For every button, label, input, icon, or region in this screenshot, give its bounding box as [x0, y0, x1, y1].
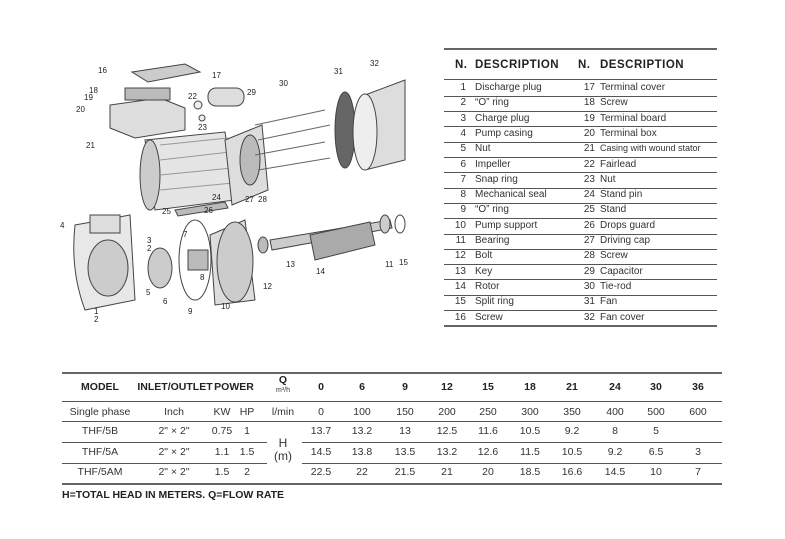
row-divider	[302, 442, 722, 443]
diagram-callout: 11	[385, 260, 394, 269]
diagram-callout: 19	[84, 93, 93, 102]
part-number: 5	[460, 143, 466, 155]
part-description: Bearing	[475, 235, 510, 246]
units-hp: HP	[239, 406, 255, 418]
part-number: 30	[583, 280, 595, 292]
header-flow: 18	[524, 381, 536, 393]
diagram-callout: 7	[183, 230, 188, 239]
head-value: 16.6	[561, 466, 583, 478]
part-description: Terminal cover	[600, 82, 666, 93]
part-number: 29	[583, 265, 595, 277]
diagram-callout: 9	[188, 307, 193, 316]
part-number: 21	[583, 143, 595, 155]
head-value: 18.5	[519, 466, 541, 478]
part-description: “O” ring	[475, 97, 509, 109]
part-number: 2	[460, 97, 466, 109]
diagram-callout: 12	[263, 282, 272, 291]
head-value: 20	[482, 466, 494, 478]
flow-lmin: 350	[563, 406, 581, 418]
header-flow: 0	[318, 381, 324, 393]
part-number: 16	[454, 311, 466, 323]
head-value: 14.5	[604, 466, 626, 478]
head-value: 10	[650, 466, 662, 478]
part-description: Pump support	[475, 219, 538, 231]
row-divider	[62, 401, 722, 402]
part-number: 12	[454, 250, 466, 262]
diagram-callout: 18	[89, 86, 98, 95]
part-description: Mechanical seal	[475, 189, 547, 201]
part-number: 14	[454, 280, 466, 292]
head-value: 13.2	[436, 445, 458, 458]
part-number: 4	[460, 127, 466, 139]
diagram-callout: 16	[98, 66, 107, 75]
part-number: 11	[455, 235, 466, 246]
units-kw: KW	[213, 406, 231, 418]
diagram-callout: 30	[279, 79, 288, 88]
part-number: 15	[454, 296, 466, 308]
diagram-callout: 21	[86, 141, 95, 150]
head-value: 21.5	[394, 466, 416, 478]
diagram-callout: 10	[221, 302, 230, 311]
diagram-callout: 17	[212, 71, 221, 80]
row-divider	[444, 325, 717, 327]
diagram-callout: 26	[204, 206, 213, 215]
inlet-size: 2" × 2"	[158, 445, 190, 458]
diagram-callout: 29	[247, 88, 256, 97]
part-number: 7	[460, 173, 466, 185]
part-number: 18	[583, 97, 595, 109]
head-value: 11.5	[520, 445, 540, 458]
part-description: Bolt	[475, 250, 493, 262]
diagram-callout: 1	[94, 307, 99, 316]
head-value: 9.2	[607, 445, 623, 458]
header-power: POWER	[214, 381, 254, 393]
header-q-unit: m³/h	[276, 387, 290, 394]
head-value: 6.5	[648, 445, 664, 458]
head-value: 13.5	[394, 445, 416, 458]
diagram-callout: 32	[370, 59, 379, 68]
diagram-callout: 3	[147, 236, 152, 245]
header-flow: 24	[609, 381, 621, 393]
part-number: 31	[583, 296, 595, 308]
head-value: 5	[653, 425, 659, 437]
power-hp: 2	[244, 466, 250, 478]
part-number: 22	[583, 158, 595, 170]
part-number: 3	[460, 112, 466, 124]
part-number: 19	[583, 112, 595, 124]
flow-lmin: 150	[396, 406, 414, 418]
head-value: 13	[399, 425, 411, 437]
parts-header-n: N.	[578, 59, 591, 71]
part-number: 25	[583, 204, 595, 216]
diagram-callout: 24	[212, 193, 221, 202]
part-description: Capacitor	[600, 265, 643, 277]
flow-lmin: 500	[647, 406, 665, 418]
part-description: Snap ring	[475, 173, 518, 185]
part-description: Casing with wound stator	[600, 143, 701, 154]
part-description: Tie-rod	[600, 280, 632, 292]
table-bottom-rule	[62, 483, 722, 485]
part-number: 26	[583, 219, 595, 231]
head-value: 22.5	[310, 466, 332, 478]
head-value: 9.2	[564, 425, 580, 437]
head-value: 3	[695, 445, 701, 458]
footnote: H=TOTAL HEAD IN METERS. Q=FLOW RATE	[62, 489, 285, 501]
diagram-callout: 2	[147, 244, 152, 253]
part-description: Pump casing	[475, 127, 533, 139]
inlet-size: 2" × 2"	[158, 425, 190, 437]
row-divider	[302, 463, 722, 464]
part-number: 13	[454, 265, 466, 277]
flow-lmin: 400	[606, 406, 624, 418]
diagram-callout: 28	[258, 195, 267, 204]
head-value: 10.5	[561, 445, 583, 458]
part-description: Fan	[600, 296, 618, 308]
header-inlet-outlet: INLET/OUTLET	[137, 381, 213, 393]
part-description: “O” ring	[475, 204, 509, 216]
units-q: l/min	[271, 406, 295, 418]
head-value: 10.5	[519, 425, 541, 437]
flow-lmin: 250	[479, 406, 497, 418]
model-name: THF/5A	[81, 445, 119, 458]
h-unit: (m)	[274, 449, 292, 463]
diagram-callout: 27	[245, 195, 254, 204]
part-number: 28	[583, 250, 595, 262]
power-hp: 1.5	[239, 445, 255, 458]
exploded-pump-diagram	[0, 0, 440, 340]
part-number: 10	[454, 219, 466, 231]
header-flow: 30	[650, 381, 662, 393]
header-flow: 21	[566, 381, 578, 393]
row-divider	[62, 463, 267, 464]
head-value: 13.7	[310, 425, 332, 437]
head-value: 11.6	[478, 425, 498, 437]
part-number: 20	[583, 127, 595, 139]
part-description: Fan cover	[600, 311, 645, 323]
part-description: Screw	[600, 97, 628, 109]
part-description: Stand pin	[600, 189, 643, 201]
inlet-size: 2" × 2"	[158, 466, 190, 478]
power-hp: 1	[244, 425, 250, 437]
flow-lmin: 300	[521, 406, 539, 418]
part-description: Screw	[600, 250, 628, 262]
diagram-callout: 15	[399, 258, 408, 267]
parts-header-description: DESCRIPTION	[475, 59, 560, 71]
flow-lmin: 0	[318, 406, 324, 418]
head-value: 8	[612, 425, 618, 437]
diagram-callout: 8	[200, 273, 205, 282]
diagram-callout: 5	[146, 288, 151, 297]
part-description: Discharge plug	[475, 82, 542, 93]
part-number: 1	[460, 82, 466, 93]
header-flow: 9	[402, 381, 408, 393]
part-description: Screw	[475, 311, 503, 323]
units-model: Single phase	[69, 406, 131, 418]
perf-table-top-rule	[62, 372, 722, 374]
flow-lmin: 600	[689, 406, 707, 418]
diagram-callout: 20	[76, 105, 85, 114]
part-number: 23	[583, 173, 595, 185]
units-inlet: Inch	[164, 406, 184, 418]
part-description: Nut	[475, 143, 491, 155]
part-description: Terminal board	[600, 112, 667, 124]
head-value: 12.6	[477, 445, 499, 458]
part-description: Charge plug	[475, 112, 530, 124]
part-number: 27	[583, 235, 595, 246]
part-description: Rotor	[475, 280, 500, 292]
part-description: Nut	[600, 173, 616, 185]
part-description: Impeller	[475, 158, 511, 170]
diagram-callout: 22	[188, 92, 197, 101]
parts-table-top-rule	[444, 48, 717, 50]
part-description: Split ring	[475, 296, 514, 308]
part-description: Stand	[600, 204, 627, 216]
terminal-box-shape	[110, 98, 185, 138]
header-flow: 12	[441, 381, 453, 393]
head-value: 14.5	[310, 445, 332, 458]
model-name: THF/5B	[81, 425, 119, 437]
header-flow: 36	[692, 381, 704, 393]
head-value: 22	[356, 466, 368, 478]
flow-lmin: 100	[353, 406, 371, 418]
head-value: 12.5	[436, 425, 458, 437]
diagram-callout: 2	[94, 315, 99, 324]
part-number: 9	[460, 204, 466, 216]
diagram-callout: 6	[163, 297, 168, 306]
part-description: Driving cap	[600, 235, 651, 246]
power-kw: 0.75	[211, 425, 233, 437]
head-value: 7	[695, 466, 701, 478]
header-flow: 15	[482, 381, 494, 393]
part-description: Terminal box	[600, 127, 657, 139]
part-number: 32	[583, 311, 595, 323]
part-description: Drops guard	[600, 219, 656, 231]
header-flow: 6	[359, 381, 365, 393]
row-divider	[444, 79, 717, 80]
part-number: 17	[583, 82, 595, 93]
header-model: MODEL	[81, 381, 119, 393]
rotor-shape	[310, 222, 375, 260]
header-q: Q	[278, 374, 288, 386]
parts-header-description: DESCRIPTION	[600, 59, 685, 71]
diagram-callout: 31	[334, 67, 343, 76]
part-number: 24	[583, 189, 595, 201]
diagram-callout: 14	[316, 267, 325, 276]
part-number: 8	[460, 189, 466, 201]
model-name: THF/5AM	[77, 466, 123, 478]
power-kw: 1.1	[214, 445, 230, 458]
head-value: 13.2	[351, 425, 373, 437]
parts-header-n: N.	[455, 59, 468, 71]
row-divider	[62, 442, 267, 443]
head-value: 13.8	[351, 445, 373, 458]
part-description: Key	[475, 265, 493, 277]
diagram-callout: 23	[198, 123, 207, 132]
diagram-callout: 13	[286, 260, 295, 269]
terminal-cover-shape	[132, 64, 200, 82]
diagram-callout: 4	[60, 221, 65, 230]
power-kw: 1.5	[214, 466, 230, 478]
row-divider	[62, 421, 722, 422]
diagram-callout: 25	[162, 207, 171, 216]
head-value: 21	[441, 466, 453, 478]
part-description: Fairlead	[600, 158, 637, 170]
h-label: H	[278, 436, 288, 450]
part-number: 6	[460, 158, 466, 170]
flow-lmin: 200	[438, 406, 456, 418]
